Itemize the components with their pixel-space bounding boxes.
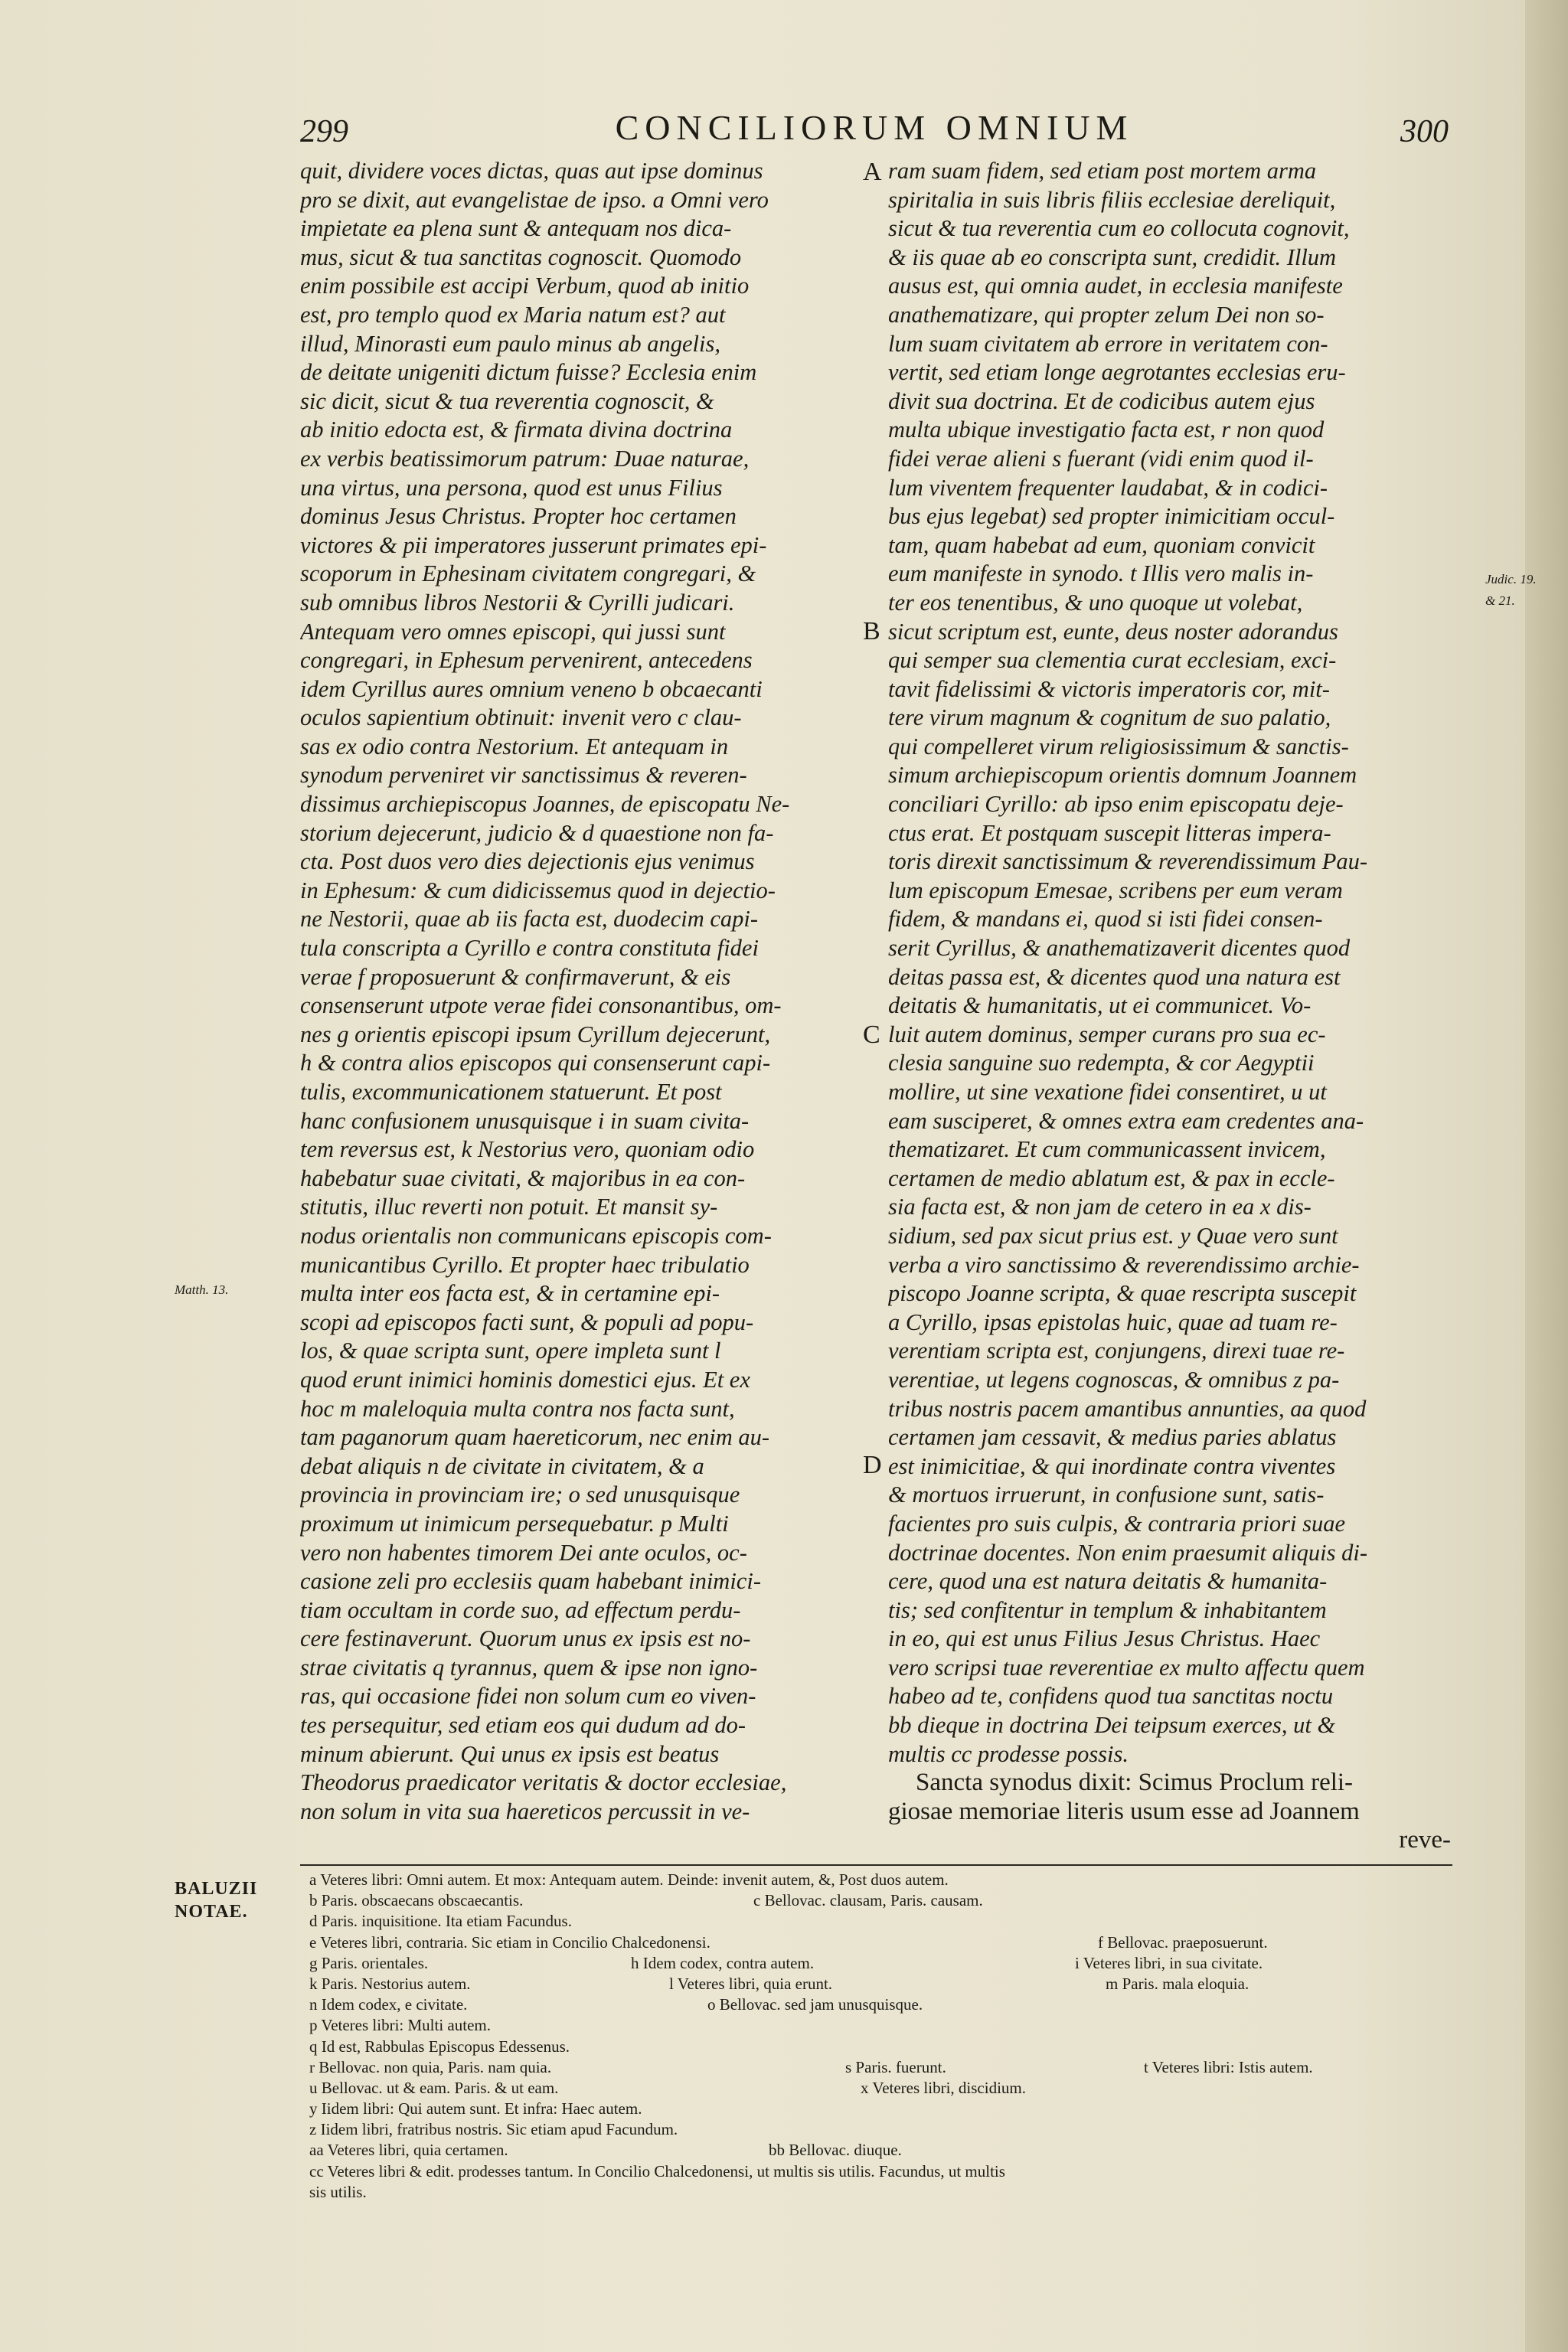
note-line: [309, 2119, 1450, 2140]
note-d: d Paris. inquisitione. Ita etiam Facundus.: [309, 1912, 572, 1931]
note-line: [309, 2099, 1450, 2119]
text-line: qui semper sua clementia curat ecclesiam, exci-: [888, 647, 1337, 674]
note-k: k Paris. Nestorius autem.: [309, 1974, 471, 1993]
text-line: pro se dixit, aut evangelistae de ipso. a Omni vero: [300, 186, 769, 213]
text-line: enim possibile est accipi Verbum, quod ab initio: [300, 273, 750, 299]
text-line: conciliari Cyrillo: ab ipso enim episcopatu deje-: [888, 791, 1344, 818]
text-line-roman: Sancta synodus dixit: Scimus Proclum reli-: [916, 1769, 1354, 1797]
text-line: ausus est, qui omnia audet, in ecclesia manifeste: [888, 273, 1343, 299]
text-line: ne Nestorii, quae ab iis facta est, duodecim capi-: [300, 906, 759, 933]
left-text-column: [300, 157, 865, 1864]
note-s: s Paris. fuerunt.: [845, 2057, 946, 2076]
text-line: ex verbis beatissimorum patrum: Duae naturae,: [300, 445, 750, 472]
section-marker-c: C: [863, 1021, 880, 1049]
text-line: fidei verae alieni s fuerant (vidi enim quod il-: [888, 445, 1314, 472]
running-title: CONCILIORUM OMNIUM: [615, 108, 1134, 147]
text-line: tes persequitur, sed etiam eos qui dudum ad do-: [300, 1712, 746, 1739]
text-line: cere festinaverunt. Quorum unus ex ipsis est no-: [300, 1625, 751, 1652]
text-line: sas ex odio contra Nestorium. Et antequam in: [300, 733, 729, 760]
text-line: los, & quae scripta sunt, opere impleta sunt l: [300, 1338, 721, 1364]
text-line: casione zeli pro ecclesiis quam habebant inimici-: [300, 1568, 761, 1595]
text-line: Theodorus praedicator veritatis & doctor ecclesiae,: [300, 1769, 787, 1796]
text-line: deitatis & humanitatis, ut ei communicet. Vo-: [888, 992, 1312, 1019]
text-line: sicut scriptum est, eunte, deus noster adorandus: [888, 618, 1338, 645]
text-line: mollire, ut sine vexatione fidei consentiret, u ut: [888, 1079, 1327, 1105]
note-line: [309, 1890, 1450, 1911]
text-line: a Cyrillo, ipsas epistolas huic, quae ad tuam re-: [888, 1308, 1338, 1335]
note-line: [309, 2037, 1450, 2057]
text-line: deitas passa est, & dicentes quod una natura est: [888, 963, 1341, 990]
note-u: u Bellovac. ut & eam. Paris. & ut eam.: [309, 2078, 559, 2097]
text-line: habeo ad te, confidens quod tua sanctitas noctu: [888, 1683, 1334, 1710]
text-line: eam susciperet, & omnes extra eam credentes ana-: [888, 1107, 1364, 1134]
text-line: cta. Post duos vero dies dejectionis ejus venimus: [300, 848, 755, 875]
text-line: oculos sapientium obtinuit: invenit vero c clau-: [300, 704, 742, 731]
text-line: spiritalia in suis libris filiis ecclesiae dereliquit,: [888, 186, 1336, 213]
text-line: ab initio edocta est, & firmata divina doctrina: [300, 416, 733, 443]
text-line: sub omnibus libros Nestorii & Cyrilli judicari.: [300, 589, 735, 616]
text-line: sia facta est, & non jam de cetero in ea x dis-: [888, 1194, 1312, 1220]
text-line: tere virum magnum & cognitum de suo palatio,: [888, 704, 1331, 731]
note-n: n Idem codex, e civitate.: [309, 1995, 468, 2014]
text-line: lum suam civitatem ab errore in veritatem con-: [888, 330, 1328, 357]
note-cc-continued: sis utilis.: [309, 2182, 367, 2201]
text-line: illud, Minorasti eum paulo minus ab angelis,: [300, 330, 720, 357]
text-line: stitutis, illuc reverti non potuit. Et mansit sy-: [300, 1194, 718, 1220]
note-line: [309, 2140, 1450, 2161]
margin-note-matthew: Matth. 13.: [175, 1282, 229, 1297]
note-o: o Bellovac. sed jam unusquisque.: [707, 1995, 923, 2014]
text-line: verba a viro sanctissimo & reverendissimo archie-: [888, 1251, 1360, 1278]
note-a: a Veteres libri: Omni autem. Et mox: Antequam autem. Deinde: invenit autem, &, Post duos autem.: [309, 1870, 949, 1889]
text-line: cere, quod una est natura deitatis & humanita-: [888, 1568, 1328, 1595]
note-z: z Iidem libri, fratribus nostris. Sic etiam apud Facundum.: [309, 2120, 678, 2139]
text-line: lum episcopum Emesae, scribens per eum veram: [888, 877, 1343, 903]
text-line: & iis quae ab eo conscripta sunt, credidit. Illum: [888, 243, 1337, 270]
note-line: [309, 2078, 1450, 2099]
note-bb: bb Bellovac. diuque.: [769, 2141, 902, 2160]
text-line: consenserunt utpote verae fidei consonantibus, om-: [300, 992, 782, 1019]
text-line: tem reversus est, k Nestorius vero, quoniam odio: [300, 1136, 755, 1163]
note-cc: cc Veteres libri & edit. prodesses tantum. In Concilio Chalcedonensi, ut multis sis utilis. Facundus, ut multis: [309, 2161, 1005, 2180]
text-line: nodus orientalis non communicans episcopis com-: [300, 1222, 772, 1249]
note-aa: aa Veteres libri, quia certamen.: [309, 2141, 508, 2160]
note-g: g Paris. orientales.: [309, 1953, 429, 1972]
section-marker-d: D: [863, 1451, 882, 1479]
note-r: r Bellovac. non quia, Paris. nam quia.: [309, 2057, 552, 2076]
text-line: h & contra alios episcopos qui consenserunt capi-: [300, 1050, 771, 1076]
text-line: est inimicitiae, & qui inordinate contra viventes: [888, 1452, 1336, 1479]
text-line: scopi ad episcopos facti sunt, & populi ad popu-: [300, 1308, 754, 1335]
text-line: verentiam scripta est, conjungens, direxi tuae re-: [888, 1338, 1345, 1364]
text-line: doctrinae docentes. Non enim praesumit aliquis di-: [888, 1539, 1368, 1566]
text-line: sidium, sed pax sicut prius est. y Quae vero sunt: [888, 1222, 1338, 1249]
text-line: multis cc prodesse possis.: [888, 1740, 1129, 1767]
text-line: tula conscripta a Cyrillo e contra constituta fidei: [300, 935, 759, 962]
text-line: tulis, excommunicationem statuerunt. Et post: [300, 1079, 722, 1105]
note-line: [309, 1911, 1450, 1932]
text-line: tis; sed confitentur in templum & inhabitantem: [888, 1596, 1327, 1623]
text-line: tam paganorum quam haereticorum, nec enim au-: [300, 1424, 770, 1451]
text-line: ram suam fidem, sed etiam post mortem arma: [888, 158, 1317, 184]
note-p: p Veteres libri: Multi autem.: [309, 2016, 491, 2035]
text-line: sicut & tua reverentia cum eo collocuta cognovit,: [888, 215, 1350, 242]
note-line: [309, 1974, 1450, 1994]
text-line: nes g orientis episcopi ipsum Cyrillum dejecerunt,: [300, 1021, 771, 1047]
note-line: [309, 2015, 1450, 2036]
note-x: x Veteres libri, discidium.: [861, 2078, 1026, 2097]
text-line: tribus nostris pacem amantibus annunties, aa quod: [888, 1395, 1367, 1422]
text-line: strae civitatis q tyrannus, quem & ipse non igno-: [300, 1654, 758, 1681]
note-line: [309, 1994, 1450, 2015]
text-line: dominus Jesus Christus. Propter hoc certamen: [300, 503, 737, 530]
text-line: vero scripsi tuae reverentiae ex multo affectu quem: [888, 1654, 1365, 1681]
right-text-column: [888, 157, 1451, 1864]
text-line: lum viventem frequenter laudabat, & in codici-: [888, 474, 1328, 501]
text-line: bus ejus legebat) sed propter inimicitiam occul-: [888, 503, 1335, 530]
note-line: [309, 1953, 1450, 1974]
text-line: vertit, sed etiam longe aegrotantes ecclesias eru-: [888, 359, 1346, 386]
footnote-rule: [300, 1864, 1452, 1866]
text-line: scoporum in Ephesinam civitatem congregari, &: [300, 560, 756, 587]
text-line-roman: reve-: [1399, 1826, 1451, 1854]
text-line: de deitate unigeniti dictum fuisse? Ecclesia enim: [300, 359, 757, 386]
text-line: quod erunt inimici hominis domestici ejus. Et ex: [300, 1366, 750, 1393]
text-line: certamen jam cessavit, & medius paries ablatus: [888, 1424, 1337, 1451]
text-line: synodum perveniret vir sanctissimus & reveren-: [300, 762, 747, 789]
margin-note-judices: Judic. 19.: [1485, 572, 1537, 586]
text-line: provincia in provinciam ire; o sed unusquisque: [300, 1481, 740, 1508]
text-line: in Ephesum: & cum didicissemus quod in dejectio-: [300, 877, 776, 903]
text-line: verentiae, ut legens cognoscas, & omnibus z pa-: [888, 1366, 1340, 1393]
text-line: & mortuos irruerunt, in confusione sunt, satis-: [888, 1481, 1325, 1508]
text-line: in eo, qui est unus Filius Jesus Christus. Haec: [888, 1625, 1321, 1652]
text-line: ctus erat. Et postquam suscepit litteras impera-: [888, 819, 1331, 846]
note-t: t Veteres libri: Istis autem.: [1144, 2057, 1313, 2076]
text-line: Antequam vero omnes episcopi, qui jussi sunt: [300, 618, 726, 645]
note-l: l Veteres libri, quia erunt.: [669, 1974, 833, 1993]
text-line: facientes pro suis culpis, & contraria priori suae: [888, 1510, 1345, 1537]
text-line: tavit fidelissimi & victoris imperatoris cor, mit-: [888, 675, 1330, 702]
text-line: thematizaret. Et cum communicassent invicem,: [888, 1136, 1326, 1163]
note-line: [309, 2182, 1450, 2203]
text-line: bb dieque in doctrina Dei teipsum exerces, ut &: [888, 1712, 1336, 1739]
text-line: multa ubique investigatio facta est, r non quod: [888, 416, 1325, 443]
text-line: divit sua doctrina. Et de codicibus autem ejus: [888, 387, 1315, 414]
text-line: ras, qui occasione fidei non solum cum eo viven-: [300, 1683, 756, 1710]
text-line: verae f proposuerunt & confirmaverunt, & eis: [300, 963, 731, 990]
note-m: m Paris. mala eloquia.: [1106, 1974, 1250, 1993]
text-line: dissimus archiepiscopus Joannes, de episcopatu Ne-: [300, 791, 790, 818]
text-line: quit, dividere voces dictas, quas aut ipse dominus: [300, 158, 763, 184]
text-line: piscopo Joanne scripta, & quae rescripta suscepit: [888, 1280, 1357, 1307]
page-number-left: 299: [300, 114, 348, 149]
text-line-roman: giosae memoriae literis usum esse ad Joannem: [888, 1797, 1360, 1825]
text-line: ter eos tenentibus, & uno quoque ut volebat,: [888, 589, 1303, 616]
text-line: minum abierunt. Qui unus ex ipsis est beatus: [300, 1740, 720, 1767]
note-line: [309, 1932, 1450, 1953]
text-line: eum manifeste in synodo. t Illis vero malis in-: [888, 560, 1314, 587]
text-line: victores & pii imperatores jusserunt primates epi-: [300, 531, 767, 558]
text-line: multa inter eos facta est, & in certamine epi-: [300, 1280, 720, 1307]
note-q: q Id est, Rabbulas Episcopus Edessenus.: [309, 2037, 570, 2056]
note-line: [309, 2057, 1450, 2078]
note-e: e Veteres libri, contraria. Sic etiam in Concilio Chalcedonensi.: [309, 1932, 710, 1952]
text-line: fidem, & mandans ei, quod si isti fidei consen-: [888, 906, 1323, 933]
notes-heading: BALUZII NOTAE.: [175, 1879, 258, 1922]
running-header: [300, 107, 1449, 153]
footnotes: [309, 1870, 1450, 2203]
book-spine: [1525, 0, 1568, 2352]
text-line: toris direxit sanctissimum & reverendissimum Pau-: [888, 848, 1368, 875]
text-line: debat aliquis n de civitate in civitatem, & a: [300, 1452, 704, 1479]
text-line: vero non habentes timorem Dei ante oculos, oc-: [300, 1539, 747, 1566]
margin-note-judices-2: & 21.: [1485, 593, 1515, 608]
text-line: storium dejecerunt, judicio & d quaestione non fa-: [300, 819, 774, 846]
text-line: tam, quam habebat ad eum, quoniam convicit: [888, 531, 1315, 558]
note-c: c Bellovac. clausam, Paris. causam.: [753, 1891, 983, 1910]
note-i: i Veteres libri, in sua civitate.: [1075, 1953, 1263, 1972]
note-y: y Iidem libri: Qui autem sunt. Et infra: Haec autem.: [309, 2099, 642, 2118]
text-line: qui compelleret virum religiosissimum & sanctis-: [888, 733, 1349, 760]
text-line: luit autem dominus, semper curans pro sua ec-: [888, 1021, 1326, 1047]
text-line: simum archiepiscopum orientis domnum Joannem: [888, 762, 1357, 789]
note-line: [309, 2161, 1450, 2182]
text-line: hoc m maleloquia multa contra nos facta sunt,: [300, 1395, 735, 1422]
note-b: b Paris. obscaecans obscaecantis.: [309, 1891, 524, 1910]
page-number-right: 300: [1400, 114, 1449, 149]
text-line: congregari, in Ephesum pervenirent, antecedens: [300, 647, 753, 674]
text-line: idem Cyrillus aures omnium veneno b obcaecanti: [300, 675, 763, 702]
text-line: serit Cyrillus, & anathematizaverit dicentes quod: [888, 935, 1351, 962]
text-line: anathematizare, qui propter zelum Dei non so-: [888, 301, 1325, 328]
note-h: h Idem codex, contra autem.: [631, 1953, 815, 1972]
text-line: mus, sicut & tua sanctitas cognoscit. Quomodo: [300, 243, 742, 270]
note-f: f Bellovac. praeposuerunt.: [1098, 1932, 1268, 1952]
text-line: clesia sanguine suo redempta, & cor Aegyptii: [888, 1050, 1315, 1076]
text-line: habebatur suae civitati, & majoribus in ea con-: [300, 1165, 746, 1191]
text-line: impietate ea plena sunt & antequam nos dica-: [300, 215, 732, 242]
text-line: municantibus Cyrillo. Et propter haec tribulatio: [300, 1251, 750, 1278]
note-line: [309, 1870, 1450, 1890]
text-line: hanc confusionem unusquisque i in suam civita-: [300, 1107, 750, 1134]
section-marker-a: A: [863, 158, 882, 186]
text-line: certamen de medio ablatum est, & pax in eccle-: [888, 1165, 1335, 1191]
text-line: est, pro templo quod ex Maria natum est? aut: [300, 301, 726, 328]
text-line: proximum ut inimicum persequebatur. p Multi: [300, 1510, 729, 1537]
text-line: non solum in vita sua haereticos percussit in ve-: [300, 1798, 750, 1824]
text-line: sic dicit, sicut & tua reverentia cognoscit, &: [300, 387, 714, 414]
text-line: tiam occultam in corde suo, ad effectum perdu-: [300, 1596, 741, 1623]
text-line: una virtus, una persona, quod est unus Filius: [300, 474, 723, 501]
section-marker-b: B: [863, 617, 880, 645]
